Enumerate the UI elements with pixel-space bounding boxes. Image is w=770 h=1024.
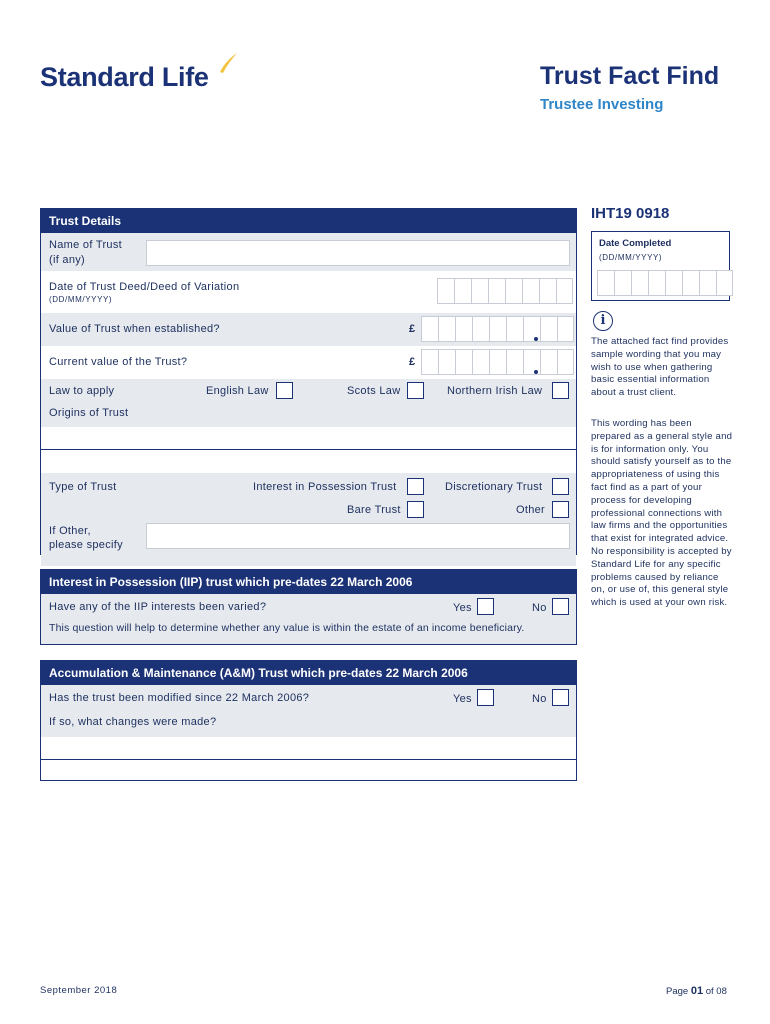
iip-trust-checkbox[interactable] xyxy=(407,478,424,495)
info-paragraph-2: This wording has been prepared as a general style and is for information only. You should satisfy yourself as to the appropriateness of using this fact find as a part of your process for developing professional connections with law firms and the opportunities that exist for integrated advice. No responsibility is accepted by Standard Life for any specific problems caused by reliance on, or use of, this general style which is used at your own risk. xyxy=(591,418,733,609)
iip-trust-label: Interest in Possession Trust xyxy=(253,481,397,493)
trust-name-row xyxy=(41,233,576,271)
am-yes-label: Yes xyxy=(453,693,472,705)
date-completed-format: (DD/MM/YYYY) xyxy=(599,253,663,262)
decimal-point xyxy=(534,370,538,374)
logo-swoosh-icon xyxy=(216,52,238,74)
other-specify-label-sub: please specify xyxy=(49,539,123,551)
document-title: Trust Fact Find xyxy=(540,62,720,90)
form-code: IHT19 0918 xyxy=(591,205,670,222)
deed-date-format: (DD/MM/YYYY) xyxy=(49,295,113,304)
iip-section xyxy=(40,569,577,645)
value-established-row xyxy=(41,313,576,346)
iip-no-checkbox[interactable] xyxy=(552,598,569,615)
currency-symbol: £ xyxy=(409,323,416,335)
iip-question-row xyxy=(41,594,576,620)
northern-irish-law-checkbox[interactable] xyxy=(552,382,569,399)
am-heading: Accumulation & Maintenance (A&M) Trust which pre-dates 22 March 2006 xyxy=(41,661,576,685)
origins-lines[interactable] xyxy=(41,427,576,473)
discretionary-trust-label: Discretionary Trust xyxy=(445,481,543,493)
page-number xyxy=(666,985,727,997)
deed-date-input[interactable] xyxy=(437,278,573,304)
iip-note: This question will help to determine whether any value is within the estate of an income beneficiary. xyxy=(49,622,525,634)
value-established-label: Value of Trust when established? xyxy=(49,323,220,335)
footer-date: September 2018 xyxy=(40,985,118,996)
origins-row xyxy=(41,403,576,427)
info-icon: i xyxy=(593,311,613,331)
trust-name-label: Name of Trust xyxy=(49,239,122,251)
trust-name-input[interactable] xyxy=(146,240,570,266)
decimal-point xyxy=(534,337,538,341)
iip-note-row xyxy=(41,620,576,644)
standard-life-logo: Standard Life xyxy=(40,62,209,92)
am-question: Has the trust been modified since 22 March 2006? xyxy=(49,692,310,704)
trust-details-heading: Trust Details xyxy=(41,209,576,233)
bare-trust-label: Bare Trust xyxy=(347,504,401,516)
type-row xyxy=(41,473,576,523)
info-paragraph-1: The attached fact find provides sample wording that you may wish to use when gathering basic essential information about a trust client. xyxy=(591,336,729,399)
am-yes-checkbox[interactable] xyxy=(477,689,494,706)
iip-question: Have any of the IIP interests been varied? xyxy=(49,601,267,613)
value-established-input[interactable] xyxy=(421,316,574,342)
iip-heading: Interest in Possession (IIP) trust which pre-dates 22 March 2006 xyxy=(41,570,576,594)
other-trust-label: Other xyxy=(516,504,546,516)
document-subtitle: Trustee Investing xyxy=(540,96,664,113)
law-label: Law to apply xyxy=(49,385,115,397)
scots-law-checkbox[interactable] xyxy=(407,382,424,399)
date-completed-box xyxy=(591,231,730,301)
am-no-label: No xyxy=(532,693,547,705)
iip-yes-label: Yes xyxy=(453,602,472,614)
other-trust-checkbox[interactable] xyxy=(552,501,569,518)
date-completed-input[interactable] xyxy=(597,270,733,296)
english-law-label: English Law xyxy=(206,385,269,397)
am-changes-line xyxy=(41,759,576,760)
origins-label: Origins of Trust xyxy=(49,407,129,419)
current-value-input[interactable] xyxy=(421,349,574,375)
currency-symbol: £ xyxy=(409,356,416,368)
other-specify-label: If Other, xyxy=(49,525,91,537)
date-completed-label: Date Completed xyxy=(599,238,672,249)
page-prefix: Page xyxy=(666,986,689,997)
trust-name-label-sub: (if any) xyxy=(49,254,86,266)
type-label: Type of Trust xyxy=(49,481,117,493)
deed-date-row xyxy=(41,271,576,313)
other-specify-row xyxy=(41,523,576,566)
deed-date-label: Date of Trust Deed/Deed of Variation xyxy=(49,281,240,293)
am-section xyxy=(40,660,577,781)
bare-trust-checkbox[interactable] xyxy=(407,501,424,518)
am-no-checkbox[interactable] xyxy=(552,689,569,706)
page-current: 01 xyxy=(690,985,704,997)
current-value-row xyxy=(41,346,576,379)
discretionary-trust-checkbox[interactable] xyxy=(552,478,569,495)
scots-law-label: Scots Law xyxy=(347,385,401,397)
law-row xyxy=(41,379,576,403)
northern-irish-law-label: Northern Irish Law xyxy=(447,385,543,397)
iip-no-label: No xyxy=(532,602,547,614)
trust-details-section xyxy=(40,208,577,555)
origins-line xyxy=(41,449,576,450)
am-changes-row xyxy=(41,713,576,737)
english-law-checkbox[interactable] xyxy=(276,382,293,399)
page-suffix: of 08 xyxy=(705,986,727,997)
other-specify-input[interactable] xyxy=(146,523,570,549)
current-value-label: Current value of the Trust? xyxy=(49,356,188,368)
am-changes-label: If so, what changes were made? xyxy=(49,716,217,728)
am-question-row xyxy=(41,685,576,713)
am-changes-lines[interactable] xyxy=(41,737,576,780)
iip-yes-checkbox[interactable] xyxy=(477,598,494,615)
